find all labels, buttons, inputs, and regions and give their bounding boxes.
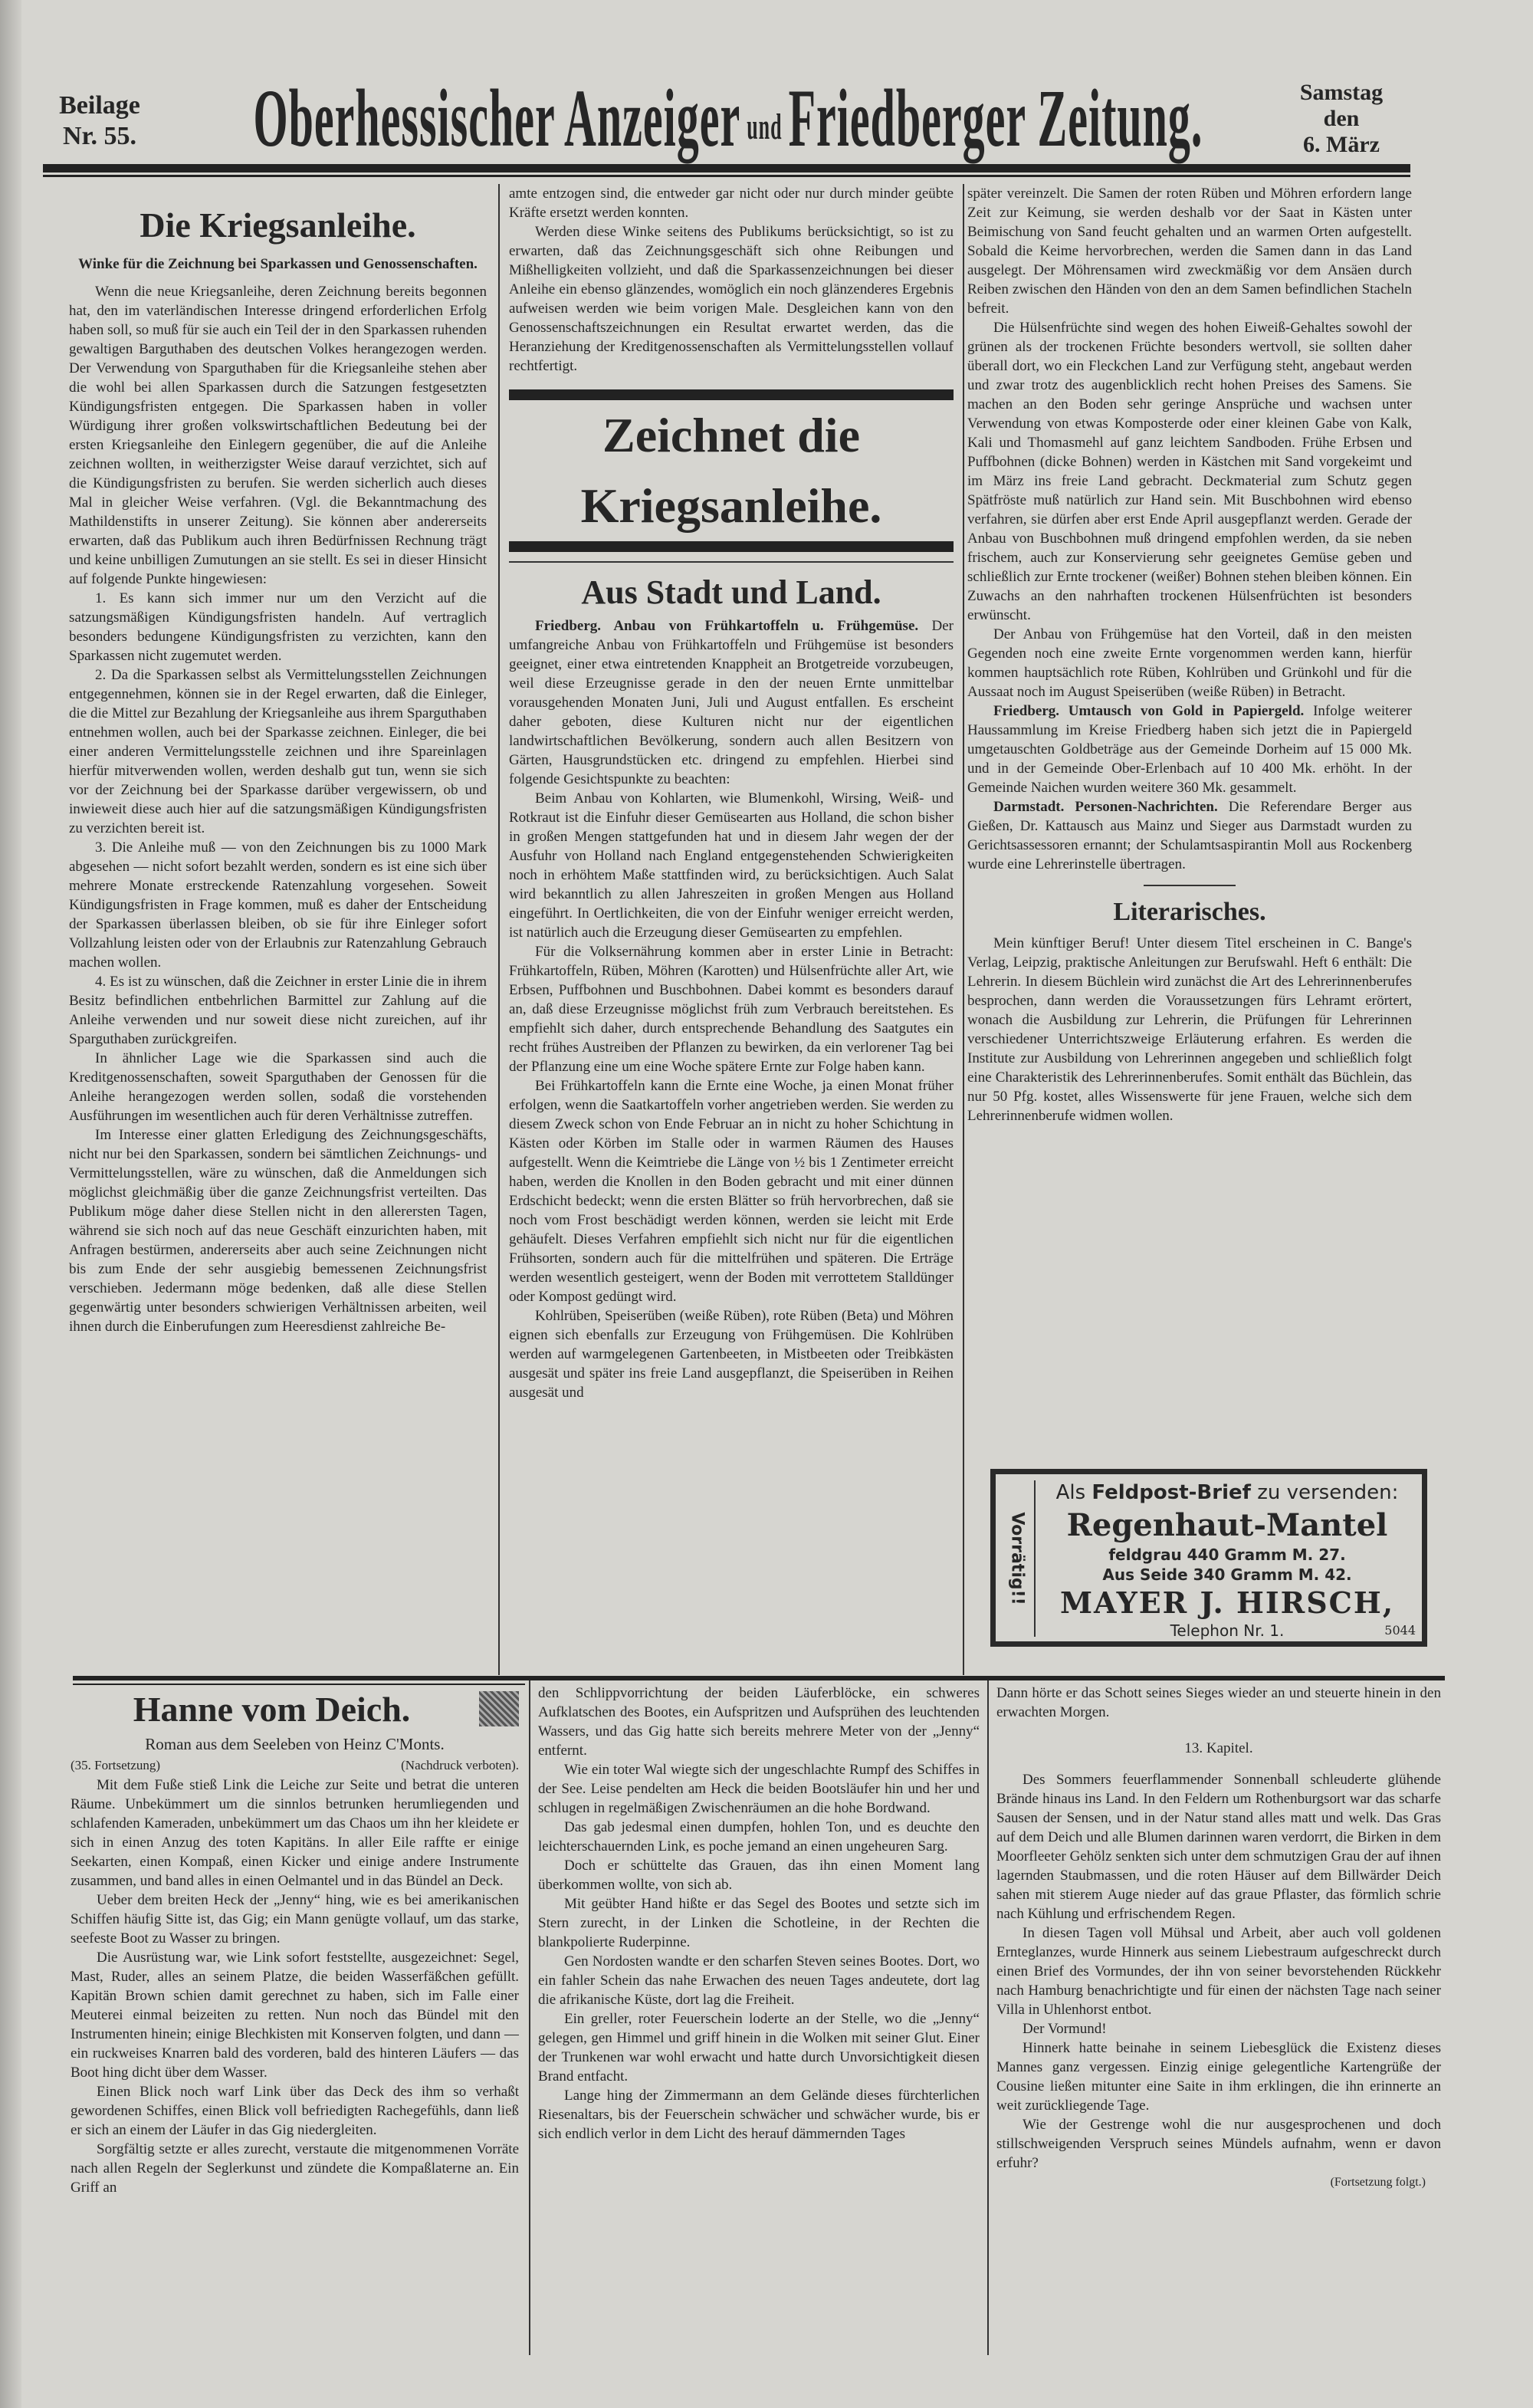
paragraph: Die Ausrüstung war, wie Link sofort feststellte, ausgezeichnet: Segel, Mast, Ruder, alles an seinem Platze, die beiden Wasserfäßchen gefüllt. Kapitän Brown schien damit gerechnet zu haben, sich im Falle einer Meuterei einmal beizeiten zu retten. Nun noch das Bündel mit den Instrumenten hinein; einige Blechkisten mit Konserven folgten, und dann — ein ruckweises Knarren bald des vorderen, bald des hinteren Läufers — das Boot hing dicht über dem Wasser. (71, 1950, 519, 2081)
paragraph: Mit dem Fuße stieß Link die Leiche zur Seite und betrat die unteren Räume. Unbekümmert um die sinnlos betrunken herumliegenden und schlafenden Kameraden, unbekümmert um das Chaos um ihn her kleidete er sich in einen Anzug des toten Kapitäns. In aller Eile raffte er einige Seekarten, einen Kompaß, einen Kicker und einige andere Instrumente zusammen, und band alles in einen Oelmantel und in das Bündel an Deck. (71, 1777, 519, 1889)
paragraph: Mein künftiger Beruf! Unter diesem Titel erscheinen in C. Bange's Verlag, Leipzig, praktische Anleitungen zur Berufswahl. Heft 6 enthält: Die Lehrerin. In diesem Büchlein wird zunächst die Art des Lehrerinnenberufes besprochen, dann werden die Voraussetzungen fürs Lehramt erörtert, wonach die Ausbildung zur Lehrerin, die Prüfungen für Lehrerinnen verschiedener Unterrichtszweige Erläuterung erfahren. Es werden die Institute zur Ausbildung von Lehrerinnen angegeben und schließlich folgt eine Charakteristik des Lehrerinnenberufes. Somit enthält das Büchlein, das nur 50 Pfg. kostet, alles Wissenswerte für jene Frauen, welche sich dem Lehrerinnenberufe widmen wollen. (967, 935, 1412, 1124)
date: 6. März (1303, 132, 1380, 157)
ad-text: Feldpost-Brief (1091, 1481, 1251, 1504)
paragraph: In diesen Tagen voll Mühsal und Arbeit, aber auch voll goldenen Ernteglanzes, wurde Hinnerk aus seinem Liebestraum aufgeschreckt durch einen Brief des Vormundes, der ihn von seiner bevorstehenden Rückkehr nach Hamburg benachrichtigte und für einen der nächsten Tage nach seiner Villa in Uhlenhorst entbot. (996, 1925, 1441, 2018)
continued-note: (Fortsetzung folgt.) (1330, 2176, 1426, 2189)
newspaper-title (222, 71, 1234, 163)
title-part1: Oberhessischer Anzeiger (253, 71, 741, 165)
news-lead: Darmstadt. Personen-Nachrichten. (993, 799, 1218, 815)
paragraph: Wenn die neue Kriegsanleihe, deren Zeichnung bereits begonnen hat, den im vaterländischen Interesse dringend erforderlichen Erfolg haben soll, so muß für sie auch ein Teil der in den Sparkassen ruhenden gewaltigen Barguthaben des deutschen Volkes herangezogen werden. Der Verwendung von Sparguthaben für die Kriegsanleihe stehen aber die wohl bei allen Sparkassen durch die Satzungen festgesetzten Kündigungsfristen entgegen. Die Sparkassen haben in voller Würdigung ihrer großen volkswirtschaftlichen Bedeutung bei der ersten Kriegsanleihe den Einlegern gegenüber, die auf die Anleihe zeichnen wollten, in weitherzigster Weise darauf verzichtet, sich auf die Kündigungsfristen zu berufen. Sie werden sicherlich auch dieses Mal in gleicher Weise verfahren. (Vgl. die Bekanntmachung des Mathildenstifts in unserer Zeitung). Sie können aber andererseits erwarten, daß das Publikum auch ihren Bedürfnissen Rechnung trägt und keine unbilligen Zumutungen an sie stellt. Es sei in dieser Hinsicht auf folgende Punkte hingewiesen: (69, 284, 487, 587)
paragraph: Wie ein toter Wal wiegte sich der ungeschlachte Rumpf des Schiffes in der See. Leise pendelten am Heck die beiden Bootsläufer hin und her und schlugen in regelmäßigen Zwischenräumen an die hohe Bordwand. (538, 1762, 980, 1816)
paragraph: Kohlrüben, Speiserüben (weiße Rüben), rote Rüben (Beta) und Möhren eignen sich ebenfalls zur Erzeugung von Frühgemüsen. Die Kohlrüben werden auf warmgelegenen Gartenbeeten, in Mistbeeten oder Treibkästen ausgesät und später ins freie Land ausgepflanzt, die Speiserüben in Reihen ausgesät und (509, 1308, 954, 1401)
paragraph: Der Anbau von Frühgemüse hat den Vorteil, daß in den meisten Gegenden noch eine zweite Ernte vorgenommen werden kann, hierfür kommen hauptsächlich rote Rüben, Kohlrüben und Grünkohl und für die Aussaat noch im August Speiserüben (weiße Rüben) in Betracht. (967, 626, 1412, 700)
paragraph: Im Interesse einer glatten Erledigung des Zeichnungsgeschäfts, nicht nur bei den Sparkassen, sondern bei sämtlichen Zeichnungs- und Vermittelungsstellen, wäre zu wünschen, daß die Anmeldungen sich möglichst gleichmäßig über die ganze Zeichnungsfrist verteilten. Das Publikum möge daher diese Stellen nicht in den allerersten Tagen, während sie sich noch auf das neue Geschäft einzurichten haben, mit Anfragen bestürmen, andererseits aber auch seine Zeichnungen nicht bis zum Ende der sehr ausgiebig bemessenen Zeichnungsfrist verschieben. Jedermann möge bedenken, daß alle diese Stellen gegenwärtig unter besonders schwierigen Verhältnissen arbeiten, weil ihnen durch die Einberufungen zum Heeresdienst zahlreiche Be- (69, 1127, 487, 1335)
news-text: Der umfangreiche Anbau von Frühkartoffeln und Frühgemüse ist besonders geeignet, einer etwa eintretenden Knappheit an Brotgetreide vorzubeugen, weil diese Erzeugnisse gerade in den der neuen Ernte unmittelbar vorausgehenden Monaten Juni, Juli und August entfallen. Es erscheint daher geboten, diese Kulturen nicht nur der eigentlichen landwirtschaftlichen Bevölkerung, sondern auch allen Besitzern von Gärten, Hausgrundstücken etc. dringend zu empfehlen. Hierbei sind folgende Gesichtspunkte zu beachten: (509, 618, 954, 787)
news-lead: Friedberg. Anbau von Frühkartoffeln u. Frühgemüse. (535, 618, 919, 634)
serial-column-1 (71, 1687, 519, 2354)
news-lead: Friedberg. Umtausch von Gold in Papiergeld. (993, 703, 1305, 719)
section-rule-thin (73, 1684, 525, 1685)
weekday: Samstag (1299, 80, 1384, 105)
copyright-notice: (Nachdruck verboten). (401, 1758, 519, 1772)
ad-phone: Telephon Nr. 1. (1170, 1621, 1285, 1640)
advertisement (990, 1469, 1427, 1647)
serial-subtitle: Roman aus dem Seeleben von Heinz C'Monts. (145, 1735, 445, 1753)
news-text: Infolge weiterer Haussammlung im Kreise Friedberg haben sich jetzt die in Papiergeld umgetauschten Goldbeträge aus der Gemeinde Dorheim auf 15 000 Mk. und in der Gemeinde Ober-Erlenbach auf 10 400 Mk. erhöht. In der Gemeinde Naichen wurden weitere 360 Mk. gesammelt. (967, 703, 1412, 796)
date-den: den (1323, 106, 1360, 131)
column-divider (529, 1680, 530, 2355)
paragraph: amte entzogen sind, die entweder gar nicht oder nur durch minder geübte Kräfte ersetzt werden konnten. (509, 186, 954, 221)
paragraph: Einen Blick noch warf Link über das Deck des ihm so verhaßt gewordenen Schiffes, einen Blick voll befriedigten Rachegefühls, dann ließ er sich an einem der Läufer in das Gig niedergleiten. (71, 2084, 519, 2138)
serial-title: Hanne vom Deich. (133, 1690, 411, 1729)
article-subheading: Winke für die Zeichnung bei Sparkassen und Genossenschaften. (78, 256, 478, 272)
paragraph: Bei Frühkartoffeln kann die Ernte eine Woche, ja einen Monat früher erfolgen, wenn die Saatkartoffeln vorher angetrieben werden. Sie werden zu diesem Zweck schon von Ende Februar an in nicht zu hoher Schichtung in Kästen oder Körben im Stalle oder in warmen Räumen des Hauses aufgestellt. Wenn die Keimtriebe die Länge von ½ bis 1 Zentimeter erreicht haben, werden die Knollen in den Boden gebracht und mit einer dünnen Erdschicht bedeckt; wenn die ersten Blätter so früh hervorbrechen, daß sie noch vom Frost beschädigt werden können, werden sie leicht mit Erde gehäufelt. Dieses Verfahren empfiehlt sich nicht nur für die eigentlichen Frühsorten, sondern auch für die mittelfrühen und späteren. Die Erträge werden wesentlich gesteigert, wenn der Boden mit verrottetem Stalldünger oder Kompost gedüngt wird. (509, 1078, 954, 1305)
paragraph: Der Vormund! (1023, 2021, 1107, 2037)
paragraph: Lange hing der Zimmermann an dem Gelände dieses fürchterlichen Riesenaltars, bis der Feuerschein schwächer und schwächer wurde, bis er sich endlich verlor in dem Licht des herauf dämmernden Tages (538, 2088, 980, 2142)
article-heading: Die Kriegsanleihe. (140, 205, 416, 245)
title-und: und (747, 105, 783, 147)
paragraph: Ein greller, roter Feuerschein loderte an der Stelle, wo die „Jenny“ gelegen, gen Himmel und griff hinein in die Wolken mit seiner Glut. Einer der Trunkenen war wohl erwacht und hatte durch Unvorsichtigkeit diesen Brand entfacht. (538, 2011, 980, 2084)
column-divider (987, 1680, 989, 2355)
ad-reference: 5044 (1384, 1623, 1416, 1638)
paragraph: In ähnlicher Lage wie die Sparkassen sind auch die Kreditgenossenschaften, soweit Sparguthaben der Genossen für die Anleihe herangezogen werden sollen, sodaß die vorstehenden Ausführungen im wesentlichen auch für deren Verhältnisse zutreffen. (69, 1050, 487, 1124)
paragraph: Das gab jedesmal einen dumpfen, hohlen Ton, und es deuchte den leichterschauernden Link, es poche jemand an einen ungeheuren Sarg. (538, 1819, 980, 1854)
masthead-rule (43, 164, 1410, 172)
ad-side-label (1000, 1480, 1036, 1637)
article-kriegsanleihe (69, 201, 487, 1669)
column-3 (967, 184, 1412, 1460)
paragraph: 2. Da die Sparkassen selbst als Vermittelungsstellen Zeichnungen entgegennehmen, können sie in der Regel erwarten, daß die Einleger, die die Mittel zur Bezahlung der Kriegsanleihe aus ihrem Sparguthaben entnehmen wollen, auch bei der Sparkasse zeichnen. Einleger, die bei einer anderen Vermittelungsstelle zeichnen und ihre Spareinlagen hierfür mitverwenden wollen, werden deshalb gut tun, wenn sie sich vor der Zeichnung bei der Sparkasse darüber vergewissern, ob und inwieweit diese auch hier auf die satzungsmäßigen Kündigungsfristen zu verzichten bereit ist. (69, 667, 487, 836)
section-rule (73, 1676, 1445, 1680)
vignette-ornament (479, 1691, 519, 1726)
installment-number: (35. Fortsetzung) (71, 1758, 161, 1772)
ad-company: MAYER J. HIRSCH, (1059, 1585, 1395, 1620)
paragraph: Gen Nordosten wandte er den scharfen Steven seines Bootes. Dort, wo ein fahler Schein das nahe Erwachen des neuen Tages andeutete, dort lag die afrikanische Küste, dort lag die Freiheit. (538, 1953, 980, 2008)
title-part2: Friedberger Zeitung. (788, 71, 1203, 165)
paragraph: Beim Anbau von Kohlarten, wie Blumenkohl, Wirsing, Weiß- und Rotkraut ist die Einfuhr dieser Gemüsearten aus Holland, die schon bisher in großen Mengen stattgefunden hat und in diesem Jahr wegen der der Ausfuhr von Holland nach England entgegenstehenden Schwierigkeiten noch in erhöhtem Maße stattfinden wird, zu berücksichtigen. Auch Salat wird bekanntlich zu allen Jahreszeiten in großen Mengen aus Holland eingeführt. In Oertlichkeiten, die von der Einfuhr weniger erreicht werden, ist natürlich auch die Erzeugung dieser Gemüsearten zu empfehlen. (509, 790, 954, 941)
column-divider (498, 184, 500, 1675)
section-heading: Literarisches. (1113, 898, 1266, 926)
paragraph: später vereinzelt. Die Samen der roten Rüben und Möhren erfordern lange Zeit zur Keimung, sie werden deshalb vor der Saat in Kästen unter Beimischung von Sand feucht gehalten und an warmen Orten aufgestellt. Sobald die Keime hervorbrechen, werden die Samen dann in das Land ausgelegt. Der Möhrensamen wird zweckmäßig vor dem Ansäen durch Reiben zwischen den Händen von den an dem Samen befindlichen Stacheln befreit. (967, 186, 1412, 317)
paragraph: 4. Es ist zu wünschen, daß die Zeichner in erster Linie die in ihrem Besitz befindlichen entbehrlichen Barmittel zur Zahlung auf die Anleihe verwenden und nur soweit diese nicht zureichen, auf ihr Sparguthaben zurückgreifen. (69, 974, 487, 1047)
column-2 (509, 184, 954, 1673)
ad-side-text: Vorrätig!! (1007, 1512, 1027, 1605)
paragraph: Die Hülsenfrüchte sind wegen des hohen Eiweiß-Gehaltes sowohl der grünen als der trockenen Früchte besonders wertvoll, sie sollten daher überall dort, wo ein Fleckchen Land zur Verfügung steht, angebaut werden und zwar trotz des augenblicklich recht hohen Preises des Samens. Sie machen an den Boden sehr geringe Ansprüche und wachsen unter Verwendung von etwas Komposterde oder einer kleinen Gabe von Kalk, Kali und Thomasmehl auf ganz leichtem Sandboden. Frühe Erbsen und Puffbohnen (dicke Bohnen) werden in Kästchen mit Sand vorgekeimt und im März ins freie Land gebracht. Deckmaterial zum Schutz gegen Spätfröste muß natürlich zur Hand sein. Mit Buschbohnen wird ebenso verfahren, sie dürfen aber erst Ende April ausgepflanzt werden. Gerade der Anbau von Buschbohnen muß dringend empfohlen werden, da sie neben frischem, auch zur Konservierung sehr geeignetes Gemüse geben und schließlich zur Ernte trockener (weißer) Bohnen stehen bleiben können. Ein Zuwachs an den nahrhaften trockenen Hülsenfrüchten ist besonders erwünscht. (967, 320, 1412, 623)
ad-price: feldgrau 440 Gramm M. 27. (1108, 1546, 1346, 1564)
paragraph: 1. Es kann sich immer nur um den Verzicht auf die satzungsmäßigen Kündigungsfristen handeln. Auf vertraglich besonders bedungene Kündigungsfristen zu verzichten, kann den Sparkassen nicht zugemutet werden. (69, 590, 487, 664)
supplement-label (54, 90, 146, 152)
ad-text: zu versenden: (1257, 1481, 1399, 1504)
issue-number: Nr. 55. (62, 122, 137, 150)
ad-product: Regenhaut-Mantel (1066, 1507, 1388, 1543)
ad-text: Als (1055, 1481, 1086, 1504)
paragraph: Hinnerk hatte beinahe in seinem Liebesglück die Existenz dieses Mannes ganz vergessen. Einzig einige gelegentliche Kartengrüße der Cousine ließen mitunter eine Saite in ihm erklingen, die ihn erinnerte an weit zurückliegende Tage. (996, 2040, 1441, 2114)
paragraph: Dann hörte er das Schott seines Sieges wieder an und steuerte hinein in den erwachten Morgen. (996, 1685, 1441, 1720)
paragraph: Werden diese Winke seitens des Publikums berücksichtigt, so ist zu erwarten, daß das Zeichnungsgeschäft sich ohne Reibungen und Mißhelligkeiten vollzieht, und daß die Sparkassenzeichnungen bei dieser Anleihe ein ebenso glänzendes, womöglich ein noch glänzenderes Ergebnis aufweisen werden wie beim vorigen Male. Desgleichen kann von den Genossenschaftszeichnungen ein Resultat erwartet werden, das die Heranziehung der Kreditgenossenschaften als Vermittelungsstellen vollauf rechtfertigt. (509, 224, 954, 374)
paragraph: Sorgfältig setzte er alles zurecht, verstaute die mitgenommenen Vorräte nach allen Regeln der Seglerkunst und zündete die Kompaßlaterne an. Ein Griff an (71, 2141, 519, 2196)
serial-column-3 (996, 1684, 1441, 2354)
war-loan-banner: Zeichnet die Kriegsanleihe. (509, 389, 954, 552)
chapter-heading: 13. Kapitel. (1184, 1740, 1253, 1756)
paragraph: Für die Volksernährung kommen aber in erster Linie in Betracht: Frühkartoffeln, Rüben, Möhren (Karotten) und Hülsenfrüchte aller Art, wie Erbsen, Puffbohnen und Buschbohnen. Dabei kommt es besonders darauf an, daß diese Erzeugnisse möglichst früh zum Verbrauch bereitstehen. Es empfiehlt sich daher, durch entsprechende Behandlung des Saatgutes ein recht frühes Austreiben der Pflanzen zu bewirken, da ein verlorener Tag bei der Pflanzung eine um eine Woche spätere Ernte zur Folge haben kann. (509, 944, 954, 1075)
issue-date (1288, 80, 1395, 158)
paragraph: Ueber dem breiten Heck der „Jenny“ hing, wie es bei amerikanischen Schiffen häufig Sitte ist, das Gig; ein Mann genügte vollauf, um das starke, seefeste Boot zu Wasser zu bringen. (71, 1892, 519, 1946)
paragraph: Des Sommers feuerflammender Sonnenball schleuderte glühende Brände hinaus ins Land. In den Feldern um Rothenburgsort war das scharfe Sausen der Sensen, und in der Natur stand alles matt und welk. Das Gras auf dem Deich und alle Blumen darinnen waren verdorrt, die Birken in dem Moorfleeter Gehölz senkten sich unter dem schmutzigen Grau der auf ihnen lagernden Staubmassen, und die roten Häuser auf dem Billwärder Deich sahen mit stierem Auge nieder auf das graue Pflaster, das förmlich schrie nach Kühlung und erfrischendem Regen. (996, 1772, 1441, 1922)
paragraph: Mit geübter Hand hißte er das Segel des Bootes und setzte sich im Stern zurecht, in der Linken die Schotleine, in der Rechten die blankpolierte Ruderpinne. (538, 1896, 980, 1950)
paragraph: 3. Die Anleihe muß — von den Zeichnungen bis zu 1000 Mark abgesehen — nicht sofort bezahlt werden, sondern es ist eine sich über mehrere Monate erstreckende Ratenzahlung vorgesehen. Soweit Kündigungsfristen in Frage kommen, muß es daher der Entscheidung der Sparkassen überlassen bleiben, ob sie für ihre Einleger sofort Vollzahlung leisten oder von der Erlaubnis zur Ratenzahlung Gebrauch machen wollen. (69, 839, 487, 971)
serial-column-2 (538, 1684, 980, 2354)
masthead-rule-thin (43, 175, 1410, 177)
column-divider (963, 184, 964, 1675)
scan-edge (0, 0, 21, 2408)
news-text: Die Referendare Berger aus Gießen, Dr. Kattausch aus Mainz und Sieger aus Darmstadt wurden zu Gerichtsassessoren ernannt; der Schulamtsaspirantin Moll aus Rockenberg wurde eine Lehrerinstelle übertragen. (967, 799, 1412, 872)
paragraph: den Schlippvorrichtung der beiden Läuferblöcke, ein schweres Aufklatschen des Bootes, ein Aufspritzen und Aufsprühen des leuchtenden Wassers, und das Gig hatte sich bereits mehrere Meter von der „Jenny“ entfernt. (538, 1685, 980, 1759)
paragraph: Doch er schüttelte das Grauen, das ihn einen Moment lang überkommen wollte, von sich ab. (538, 1858, 980, 1893)
section-heading: Aus Stadt und Land. (581, 573, 881, 611)
paragraph: Wie der Gestrenge wohl die nur ausgesprochenen und doch stillschweigenden Verspruch seines Mündels aufnahm, wenn er davon erfuhr? (996, 2117, 1441, 2171)
ad-price: Aus Seide 340 Gramm M. 42. (1102, 1565, 1352, 1584)
supplement-word: Beilage (59, 91, 140, 120)
